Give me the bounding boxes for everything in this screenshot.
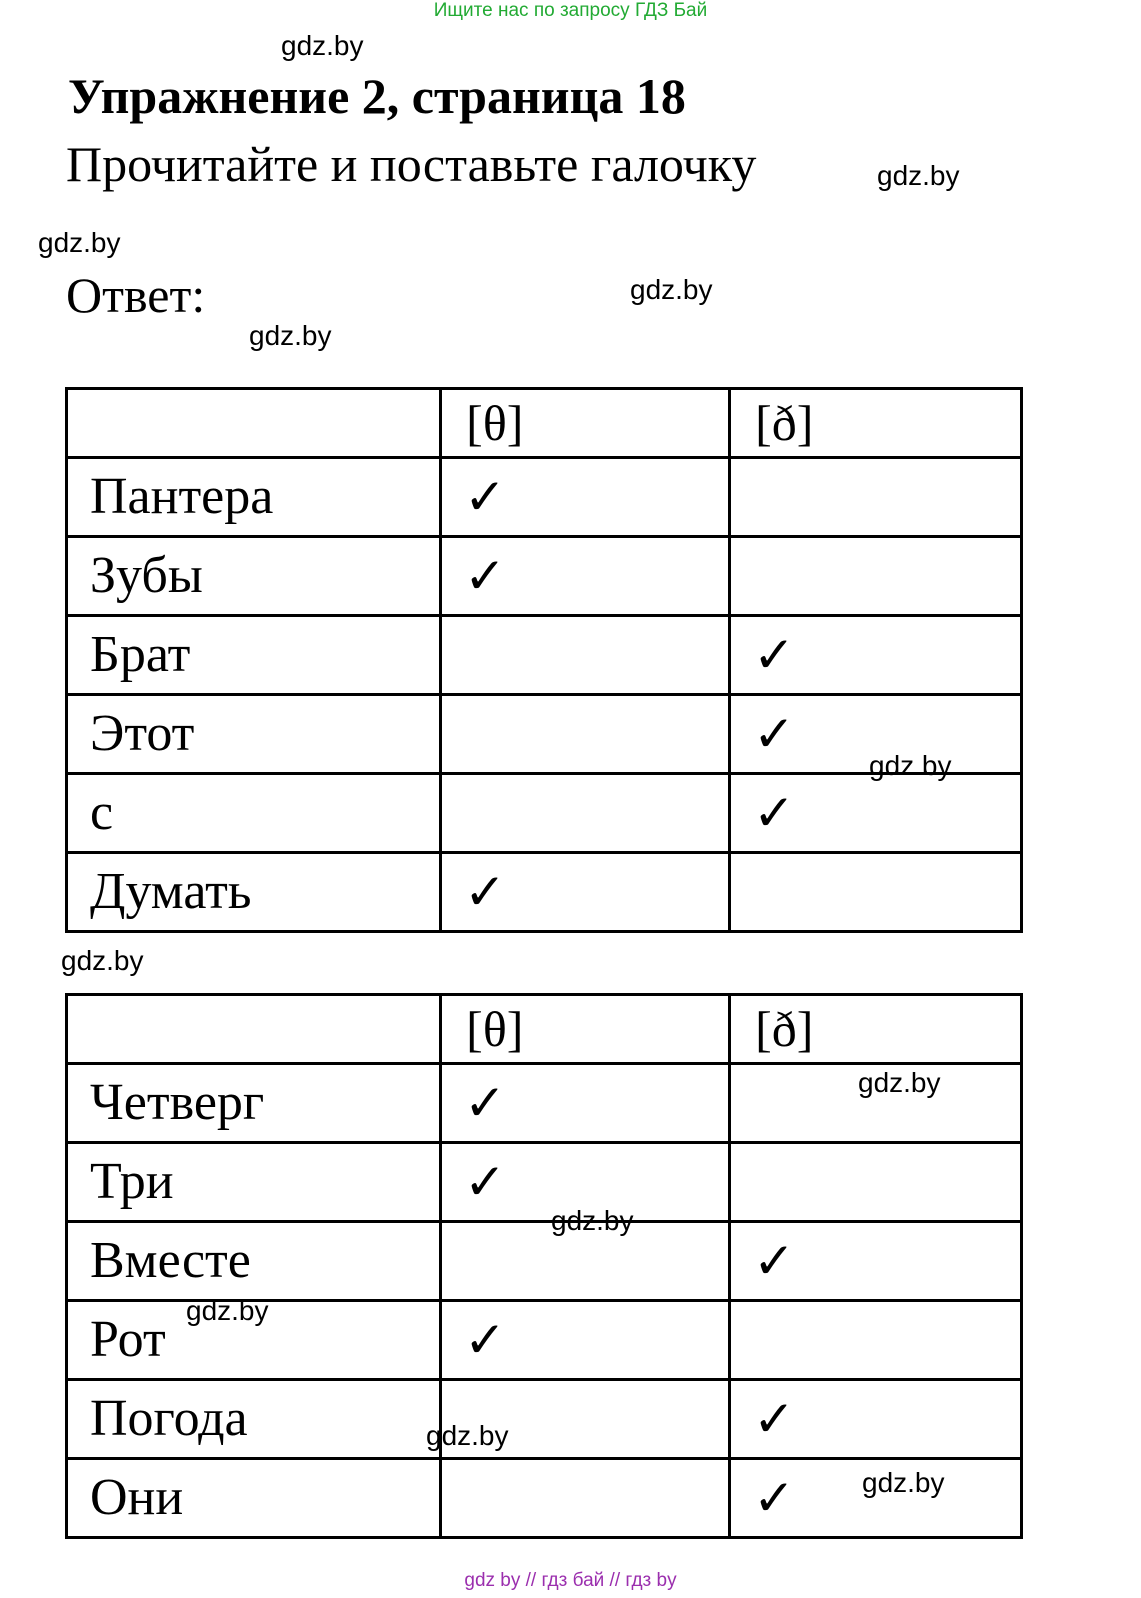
checkmark-icon — [730, 1301, 1022, 1380]
header-theta: [θ] — [441, 389, 730, 458]
checkmark-icon: ✓ — [730, 616, 1022, 695]
footer-links[interactable]: gdz by // гдз бай // гдз by — [464, 1570, 677, 1591]
word-cell: с — [67, 774, 441, 853]
exercise-instruction: Прочитайте и поставьте галочку — [66, 136, 757, 192]
checkmark-icon — [441, 774, 730, 853]
checkmark-icon: ✓ — [441, 1064, 730, 1143]
word-cell: Три — [67, 1143, 441, 1222]
checkmark-icon: ✓ — [441, 1301, 730, 1380]
checkmark-icon: ✓ — [730, 1222, 1022, 1301]
checkmark-icon: ✓ — [441, 458, 730, 537]
watermark: gdz.by — [858, 1067, 941, 1098]
checkmark-icon — [441, 695, 730, 774]
checkmark-icon: ✓ — [730, 1380, 1022, 1459]
header-eth: [ð] — [730, 389, 1022, 458]
table-row — [67, 537, 1022, 616]
table-row — [67, 1222, 1022, 1301]
table-row — [67, 458, 1022, 537]
word-cell: Этот — [67, 695, 441, 774]
checkmark-icon: ✓ — [730, 695, 1022, 774]
word-cell: Они — [67, 1459, 441, 1538]
checkmark-icon: ✓ — [730, 774, 1022, 853]
word-cell: Пантера — [67, 458, 441, 537]
checkmark-icon: ✓ — [441, 853, 730, 932]
header-cell-empty — [67, 995, 441, 1064]
checkmark-icon — [730, 853, 1022, 932]
table-header-row — [67, 389, 1022, 458]
table-header-row — [67, 995, 1022, 1064]
word-cell: Четверг — [67, 1064, 441, 1143]
watermark: gdz.by — [186, 1295, 269, 1326]
table-row — [67, 774, 1022, 853]
word-cell: Зубы — [67, 537, 441, 616]
header-theta: [θ] — [441, 995, 730, 1064]
word-cell: Рот — [67, 1301, 441, 1380]
word-cell: Брат — [67, 616, 441, 695]
watermark: gdz.by — [249, 320, 332, 351]
table-row — [67, 1380, 1022, 1459]
watermark: gdz.by — [877, 160, 960, 191]
watermark: gdz.by — [551, 1205, 634, 1236]
watermark: gdz.by — [281, 30, 364, 61]
checkmark-icon: ✓ — [730, 1459, 1022, 1538]
exercise-title: Упражнение 2, страница 18 — [68, 68, 686, 124]
checkmark-icon — [441, 1459, 730, 1538]
table-row — [67, 1143, 1022, 1222]
checkmark-icon: ✓ — [441, 1143, 730, 1222]
watermark: gdz.by — [38, 227, 121, 258]
word-cell: Думать — [67, 853, 441, 932]
answer-table-1 — [65, 387, 1023, 933]
checkmark-icon — [441, 616, 730, 695]
header-cell-empty — [67, 389, 441, 458]
watermark: gdz.by — [426, 1420, 509, 1451]
checkmark-icon: ✓ — [441, 537, 730, 616]
watermark: gdz.by — [61, 945, 144, 976]
checkmark-icon — [730, 1143, 1022, 1222]
table-row — [67, 853, 1022, 932]
watermark: gdz.by — [630, 274, 713, 305]
word-cell: Вместе — [67, 1222, 441, 1301]
checkmark-icon — [730, 458, 1022, 537]
header-eth: [ð] — [730, 995, 1022, 1064]
watermark: gdz.by — [862, 1467, 945, 1498]
search-hint-link[interactable]: Ищите нас по запросу ГДЗ Бай — [433, 0, 708, 21]
checkmark-icon — [730, 537, 1022, 616]
watermark: gdz.by — [869, 750, 952, 781]
table-row — [67, 616, 1022, 695]
answer-label: Ответ: — [66, 267, 206, 323]
word-cell: Погода — [67, 1380, 441, 1459]
